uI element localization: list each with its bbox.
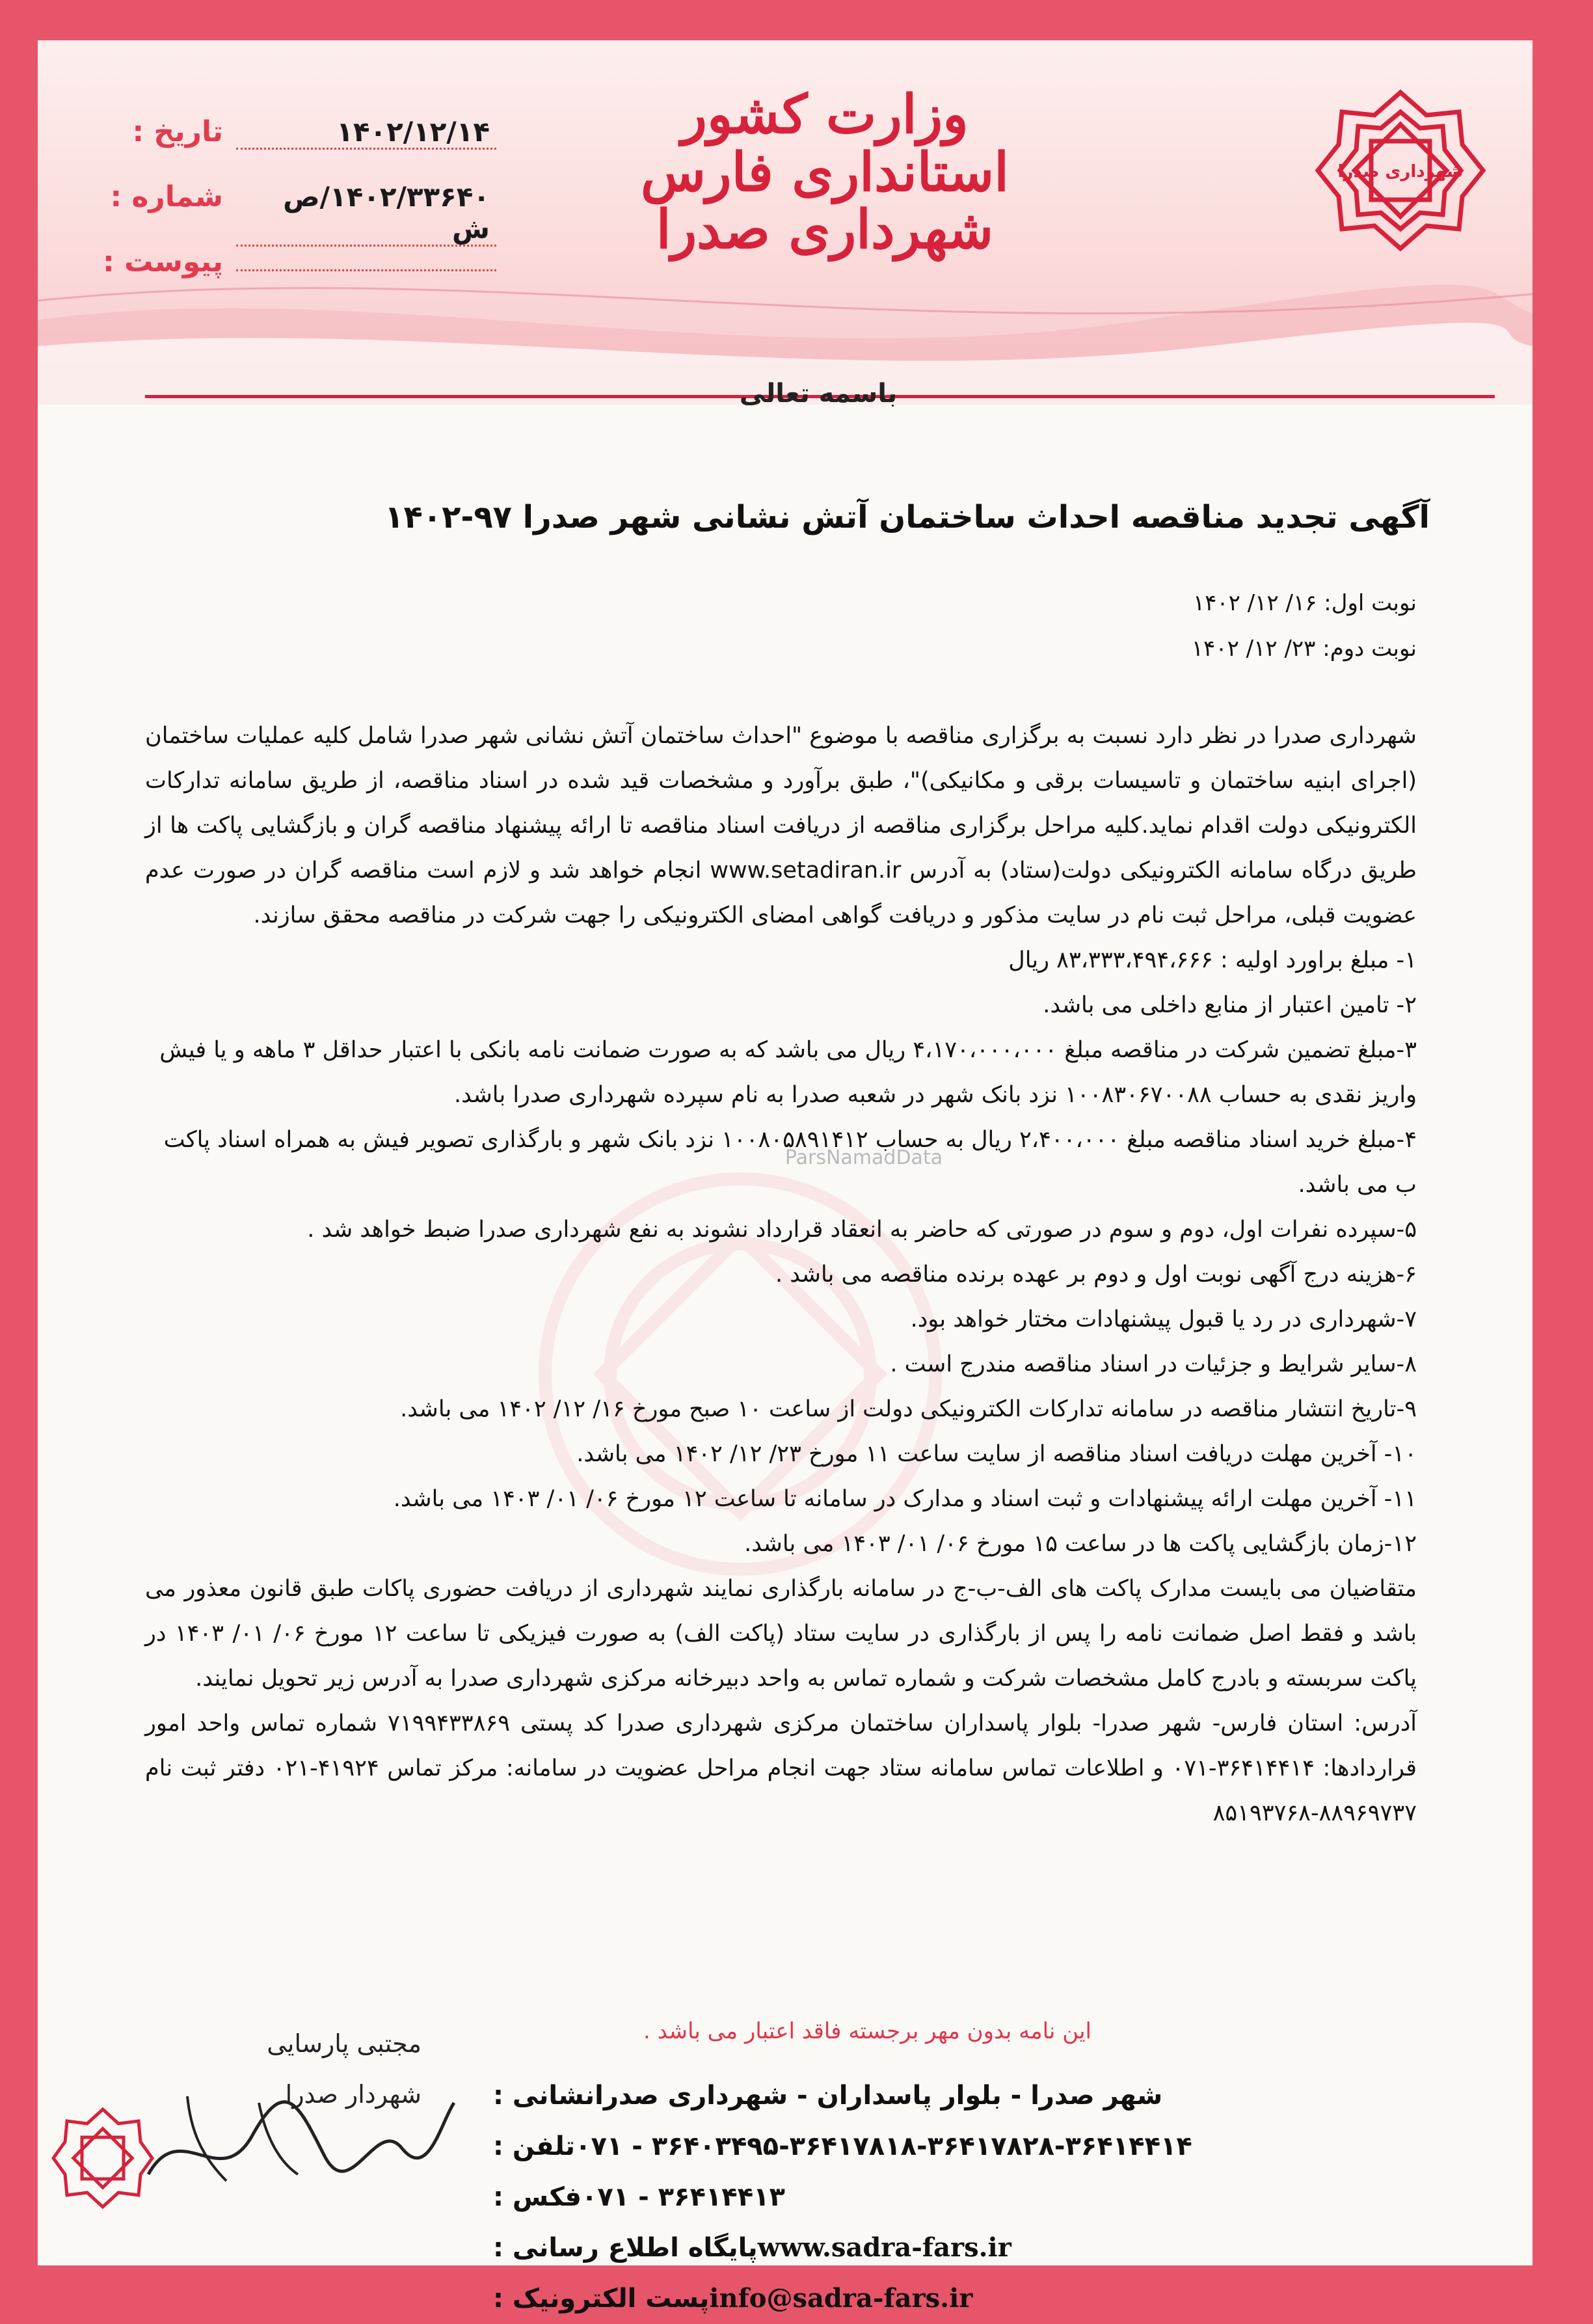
footer-logo-icon [51,2103,155,2226]
watermark-text: ParsNamadData [784,1146,943,1169]
ministry-line-2: استانداری فارس [640,141,1010,204]
address-paragraph: آدرس: استان فارس- شهر صدرا- بلوار پاسداران ساختمان مرکزی شهرداری صدرا کد پستی ۷۱۹۹۴۳۳۸۶۹ شماره تماس واحد امور قراردادها: ۳۶۴۱۴۴۱۴-۰۷۱ و اطلاعات تماس سامانه ستاد جهت انجام مراحل عضویت در سامانه: مرکز تماس ۴۱۹۲۴-۰۲۱ دفتر ثبت نام ۸۸۹۶۹۷۳۷-۸۵۱۹۳۷۶۸ [145,1710,1417,1826]
notice-item: ۴-مبلغ خرید اسناد مناقصه مبلغ ۲،۴۰۰،۰۰۰ ریال به حساب ۱۰۰۸۰۵۸۹۱۴۱۲ نزد بانک شهر و بارگذاری تصویر فیش به همراه اسناد پاکت ب می باشد. [163,1127,1417,1198]
notice-item: ۱- مبلغ براورد اولیه : ۸۳،۳۳۳،۴۹۴،۶۶۶ ریال [1008,947,1417,973]
ministry-heading [623,83,1026,262]
signer-name: مجتبی پارسایی [267,2029,422,2058]
date-label: تاریخ : [132,115,223,148]
ministry-line-3: شهرداری صدرا [656,198,994,262]
attachment-label: پیوست : [103,245,223,278]
svg-text:شهرداری صدرا: شهرداری صدرا [1337,162,1464,182]
attachment-row [93,245,496,310]
footer-email-row [493,2273,1521,2324]
footer-website-label: پایگاه اطلاع رسانی : [493,2233,758,2263]
date-row [93,115,496,180]
handwritten-signature [129,2077,467,2207]
number-value: ۱۴۰۲/۳۳۶۴۰/ص ش [236,181,496,247]
notice-item: ۱۱- آخرین مهلت ارائه پیشنهادات و ثبت اسناد و مدارک در سامانه تا ساعت ۱۲ مورخ ۰۶/ ۰۱/ ۱۴۰۳ می باشد. [393,1486,1417,1512]
second-round-date: نوبت دوم: ۲۳/ ۱۲/ ۱۴۰۲ [1191,636,1417,662]
footer-fax-value: ۳۶۴۱۴۴۱۳ - ۰۷۱ [581,2182,785,2212]
notice-body [145,714,1417,1836]
notice-item: ۹-تاریخ انتشار مناقصه در سامانه تدارکات الکترونیکی دولت از ساعت ۱۰ صبح مورخ ۱۶/ ۱۲/ ۱۴۰۲ می باشد. [400,1396,1417,1422]
logo-emblem-icon [1313,86,1488,281]
intro-paragraph: شهرداری صدرا در نظر دارد نسبت به برگزاری مناقصه با موضوع "احداث ساختمان آتش نشانی شهر صدرا شامل کلیه عملیات ساختمان (اجرای ابنیه ساختمان و تاسیسات برقی و مکانیکی)"، طبق برآورد و مشخصات قید شده در اسناد مناقصه، از طریق سامانه تدارکات الکترونیکی دولت اقدام نماید.کلیه مراحل برگزاری مناقصه از دریافت اسناد مناقصه تا ارائه پیشنهاد مناقصه گران و بازگشایی پاکت ها از طریق درگاه سامانه الکترونیکی دولت(ستاد) به آدرس www.setadiran.ir انجام خواهد شد و لازم است مناقصه گران در صورت عدم عضویت قبلی، مراحل ثبت نام در سایت مذکور و دریافت گواهی امضای الکترونیکی را جهت شرکت در مناقصه محقق سازند. [145,723,1417,928]
attachment-value [236,269,496,271]
footer-email-link[interactable]: info@sadra-fars.ir [709,2283,973,2314]
closing-paragraph: متقاضیان می بایست مدارک پاکت های الف-ب-ج در سامانه بارگذاری نمایند شهرداری از دریافت حضوری پاکات طبق قانون معذور می باشد و فقط اصل ضمانت نامه را پس از بارگذاری در سایت ستاد (پاکت الف) به صورت فیزیکی تا ساعت ۱۲ مورخ ۰۶/ ۰۱/ ۱۴۰۳ در پاکت سربسته و بادرج کامل مشخصات شرکت و شماره تماس به واحد دبیرخانه مرکزی شهرداری صدرا به آدرس زیر تحویل نمایند. [145,1576,1417,1692]
notice-item: ۷-شهرداری در رد یا قبول پیشنهادات مختار خواهد بود. [910,1306,1417,1332]
footer-phone-label: تلفن : [493,2131,576,2161]
notice-item: ۲- تامین اعتبار از منابع داخلی می باشد. [1043,992,1417,1018]
notice-item: ۵-سپرده نفرات اول، دوم و سوم در صورتی که حاضر به انعقاد قرارداد نشوند به نفع شهرداری صدرا ضبط خواهد شد . [307,1217,1417,1243]
notice-item: ۸-سایر شرایط و جزئیات در اسناد مناقصه مندرج است . [890,1351,1417,1377]
ministry-line-1: وزارت کشور [681,83,969,146]
number-label: شماره : [110,180,223,213]
footer-phone-row [493,2121,1521,2172]
footer-fax-label: فکس : [493,2182,582,2212]
notice-dates [148,580,1417,671]
footer-website-link[interactable]: www.sadra-fars.ir [757,2232,1011,2263]
footer-address-value: شهر صدرا - بلوار پاسداران - شهرداری صدرا [595,2081,1163,2111]
notice-item: ۱۰- آخرین مهلت دریافت اسناد مناقصه از سایت ساعت ۱۱ مورخ ۲۳/ ۱۲/ ۱۴۰۲ می باشد. [576,1441,1417,1467]
first-round-date: نوبت اول: ۱۶/ ۱۲/ ۱۴۰۲ [1192,590,1417,616]
letter-sheet [38,40,1533,2314]
signer-title: شهردار صدرا [285,2080,422,2109]
municipality-logo [1313,86,1488,281]
footer-address-row [493,2070,1521,2121]
number-row [93,180,496,245]
footer-fax-row [493,2172,1521,2223]
footer-contact [493,2070,1521,2324]
footer-email-label: پست الکترونیک : [493,2284,710,2314]
notice-title: آگهی تجدید مناقصه احداث ساختمان آتش نشانی شهر صدرا ۹۷-۱۴۰۲ [384,499,1430,535]
validity-note: این نامه بدون مهر برجسته فاقد اعتبار می باشد . [643,2018,1091,2044]
watermark-stamp [740,1146,987,1169]
basmala: باسمه تعالی [739,379,898,409]
date-value: ۱۴۰۲/۱۲/۱۴ [236,116,496,150]
footer-address-label: نشانی : [493,2081,595,2111]
notice-item: ۳-مبلغ تضمین شرکت در مناقصه مبلغ ۴،۱۷۰،۰۰۰،۰۰۰ ریال می باشد که به صورت ضمانت نامه بانکی با اعتبار حداقل ۳ ماهه و یا فیش واریز نقدی به حساب ۱۰۰۸۳۰۶۷۰۰۸۸ نزد بانک شهر در شعبه صدرا به نام سپرده شهرداری صدرا باشد. [159,1037,1417,1108]
letter-meta [93,115,496,310]
footer-logo [51,2103,155,2226]
notice-item: ۶-هزینه درج آگهی نوبت اول و دوم بر عهده برنده مناقصه می باشد . [775,1262,1417,1288]
notice-item: ۱۲-زمان بازگشایی پاکت ها در ساعت ۱۵ مورخ ۰۶/ ۰۱/ ۱۴۰۳ می باشد. [744,1531,1417,1557]
footer-website-row [493,2223,1521,2273]
footer-phone-value: ۳۶۴۰۳۴۹۵-۳۶۴۱۷۸۱۸-۳۶۴۱۷۸۲۸-۳۶۴۱۴۴۱۴ - ۰۷۱ [575,2131,1192,2161]
